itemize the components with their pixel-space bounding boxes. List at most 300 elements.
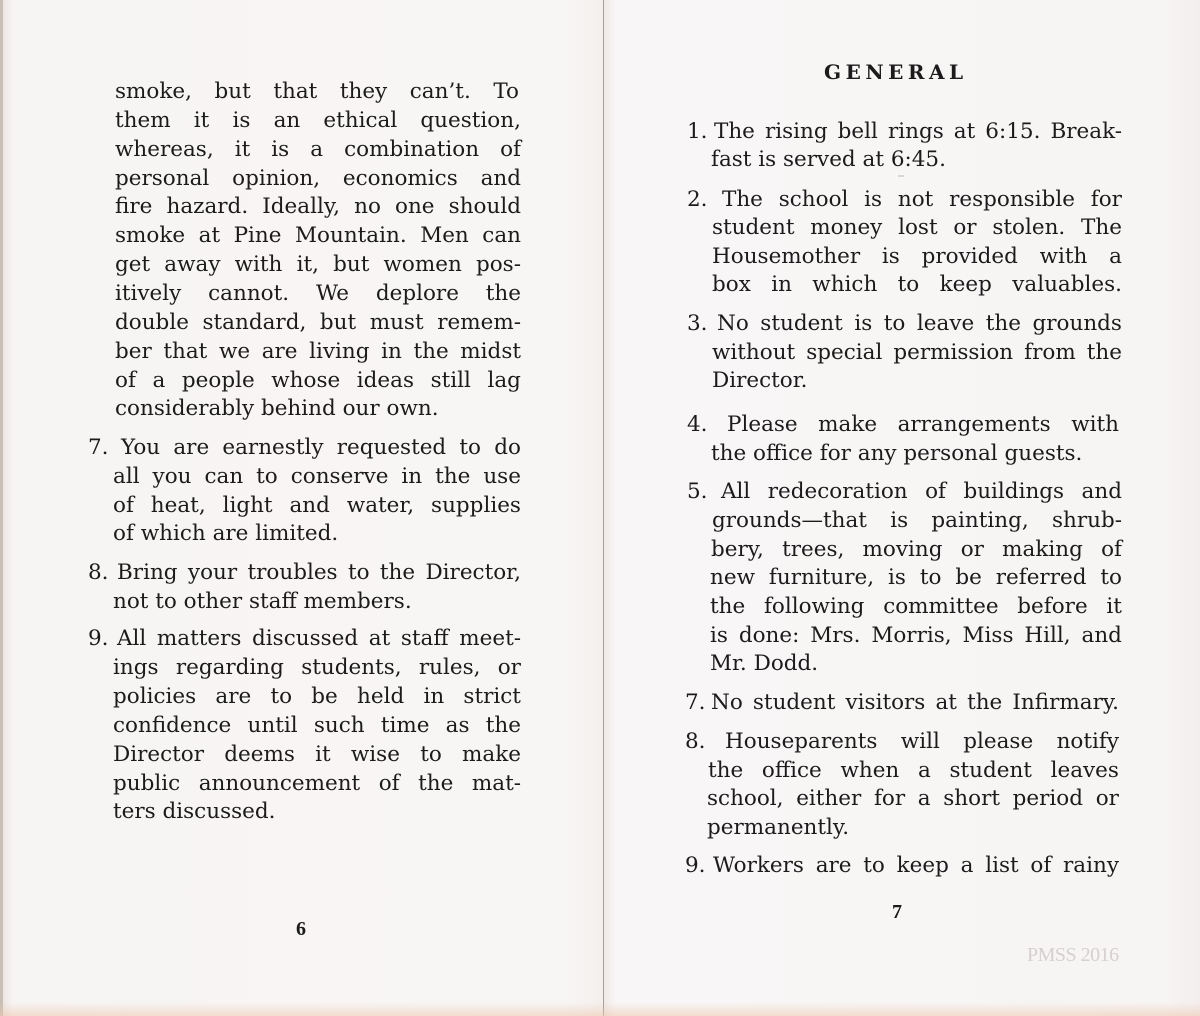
word: the	[418, 771, 454, 796]
text-line	[115, 279, 521, 308]
word: keep	[896, 853, 949, 878]
text-line: ters discussed.	[113, 799, 276, 824]
word: make	[462, 742, 521, 767]
item-number: 7.	[88, 435, 109, 460]
word: responsible	[949, 187, 1075, 212]
text-line	[722, 185, 1122, 214]
text-line: of which are limited.	[113, 521, 339, 546]
word: living	[309, 339, 370, 364]
word: is	[864, 187, 883, 212]
word: can	[204, 464, 244, 489]
text-line	[725, 727, 1119, 756]
text-line	[113, 462, 521, 491]
word: can’t.	[409, 79, 471, 104]
word: meet-	[459, 626, 521, 651]
word: box	[712, 272, 751, 297]
text-line	[714, 117, 1122, 146]
text-line: considerably behind our own.	[115, 396, 439, 421]
word: period	[1012, 786, 1084, 811]
word: and	[1081, 623, 1122, 648]
text-line	[115, 192, 521, 221]
word: No	[711, 690, 743, 715]
word: of	[115, 368, 136, 393]
word: to	[459, 435, 482, 460]
word: referred	[995, 565, 1087, 590]
word: special	[806, 340, 883, 365]
text-line	[711, 535, 1122, 564]
text-line: not to other staff members.	[113, 589, 412, 614]
word: from	[1024, 340, 1076, 365]
word: away	[164, 252, 221, 277]
word: double	[115, 310, 189, 335]
page-gutter	[603, 0, 604, 1016]
word: Bring	[117, 560, 178, 585]
text-line	[708, 756, 1119, 785]
word: To	[493, 79, 519, 104]
word: Break-	[1050, 119, 1122, 144]
word: stolen.	[992, 215, 1066, 240]
word: a	[917, 758, 931, 783]
word: pos-	[475, 252, 521, 277]
word: grounds	[1032, 311, 1122, 336]
page-number-right: 7	[892, 901, 902, 923]
word: moving	[862, 537, 943, 562]
text-line	[113, 653, 521, 682]
word: a	[1109, 244, 1122, 269]
word: are	[215, 684, 252, 709]
text-line	[710, 592, 1122, 621]
word: rainy	[1063, 853, 1119, 878]
word: is	[887, 565, 906, 590]
text-line	[712, 270, 1122, 299]
word: Infirmary.	[1012, 690, 1119, 715]
text-line	[115, 135, 521, 164]
word: are	[815, 853, 852, 878]
word: is	[232, 108, 251, 133]
word: and	[289, 493, 330, 518]
word: Hill,	[1024, 623, 1071, 648]
word: people	[181, 368, 255, 393]
word: not	[897, 187, 934, 212]
word: visitors	[845, 690, 926, 715]
word: leaves	[1050, 758, 1119, 783]
word: it,	[296, 252, 319, 277]
word: cannot.	[208, 281, 290, 306]
text-line	[113, 711, 521, 740]
word: and	[1081, 479, 1122, 504]
page-number-left: 6	[296, 918, 306, 940]
word: economics	[342, 166, 458, 191]
text-line	[115, 366, 521, 395]
word: Men	[420, 223, 469, 248]
text-line	[721, 477, 1122, 506]
word: the	[379, 560, 416, 585]
word: whereas,	[115, 137, 214, 162]
text-line	[113, 769, 521, 798]
word: keep	[939, 272, 992, 297]
word: with	[234, 252, 283, 277]
text-line	[117, 558, 521, 587]
word: money	[810, 215, 883, 240]
section-heading: GENERAL	[824, 60, 968, 84]
item-number: 2.	[687, 187, 708, 212]
word: The	[722, 187, 763, 212]
text-line	[712, 506, 1122, 535]
word: Director,	[425, 560, 521, 585]
word: or	[497, 655, 521, 680]
word: it	[315, 742, 331, 767]
word: or	[1095, 786, 1119, 811]
word: lost	[898, 215, 938, 240]
word: but	[333, 252, 370, 277]
word: it	[234, 137, 251, 162]
word: that	[273, 79, 318, 104]
word: grounds—that	[712, 508, 867, 533]
item-number: 9.	[685, 853, 706, 878]
word: We	[315, 281, 350, 306]
word: is	[881, 244, 900, 269]
word: can	[482, 223, 521, 248]
word: the	[1086, 340, 1122, 365]
word: itively	[115, 281, 182, 306]
word: confidence	[113, 713, 232, 738]
text-line	[710, 563, 1122, 592]
word: to	[1100, 565, 1122, 590]
word: Director	[113, 742, 205, 767]
word: bery,	[711, 537, 764, 562]
word: is	[710, 623, 728, 648]
word: and	[480, 166, 521, 191]
word: Morris,	[871, 623, 952, 648]
word: student	[949, 758, 1032, 783]
word: whose	[271, 368, 341, 393]
text-line	[115, 77, 519, 106]
word: bell	[837, 119, 878, 144]
word: valuables.	[1012, 272, 1122, 297]
word: the	[967, 690, 1003, 715]
word: but	[319, 310, 357, 335]
word: rings	[887, 119, 944, 144]
word: with	[1071, 412, 1119, 437]
word: arrangements	[897, 412, 1051, 437]
word: is	[854, 311, 873, 336]
text-line	[707, 784, 1119, 813]
word: buildings	[963, 479, 1065, 504]
word: women	[383, 252, 462, 277]
word: at	[368, 626, 391, 651]
word: hazard.	[166, 194, 249, 219]
word: before	[1017, 594, 1088, 619]
word: use	[483, 464, 521, 489]
word: at	[953, 119, 976, 144]
word: a	[310, 137, 324, 162]
word: them	[115, 108, 171, 133]
paper-edge-tint	[0, 1002, 1200, 1016]
word: or	[960, 537, 984, 562]
word: the	[435, 464, 471, 489]
word: redecoration	[767, 479, 908, 504]
text-line	[115, 106, 521, 135]
word: please	[963, 729, 1034, 754]
word: should	[448, 194, 521, 219]
word: regarding	[175, 655, 284, 680]
word: question,	[420, 108, 521, 133]
word: to	[919, 565, 942, 590]
word: notify	[1056, 729, 1119, 754]
word: deems	[224, 742, 295, 767]
text-line	[117, 624, 521, 653]
word: ethical	[323, 108, 398, 133]
word: lag	[487, 368, 521, 393]
text-line	[713, 851, 1119, 880]
word: at	[198, 223, 221, 248]
word: wise	[350, 742, 400, 767]
word: heat,	[150, 493, 206, 518]
word: time	[380, 713, 430, 738]
word: when	[840, 758, 900, 783]
word: public	[113, 771, 181, 796]
item-number: 5.	[687, 479, 708, 504]
word: that	[163, 339, 208, 364]
word: short	[943, 786, 1001, 811]
item-number: 9.	[88, 626, 109, 651]
word: provided	[921, 244, 1018, 269]
word: school	[778, 187, 849, 212]
word: to	[897, 272, 920, 297]
item-number: 1.	[687, 119, 708, 144]
word: of	[500, 137, 521, 162]
text-line	[113, 682, 521, 711]
word: the	[710, 594, 746, 619]
word: smoke,	[115, 79, 192, 104]
word: The	[714, 119, 755, 144]
word: Pine	[233, 223, 282, 248]
word: earnestly	[222, 435, 324, 460]
word: held	[357, 684, 405, 709]
word: smoke	[115, 223, 186, 248]
word: students,	[301, 655, 402, 680]
word: in	[381, 339, 402, 364]
word: of	[1101, 537, 1122, 562]
text-line	[121, 433, 521, 462]
text-line	[711, 688, 1119, 717]
word: standard,	[202, 310, 307, 335]
word: an	[273, 108, 301, 133]
paper-speck	[898, 175, 904, 177]
item-number: 3.	[687, 311, 708, 336]
word: for	[873, 786, 906, 811]
text-line	[710, 621, 1122, 650]
word: the	[413, 339, 449, 364]
text-line: fast is served at 6:45.	[711, 147, 946, 172]
word: All	[117, 626, 147, 651]
word: it	[1106, 594, 1122, 619]
word: committee	[883, 594, 999, 619]
word: rising	[764, 119, 828, 144]
word: trees,	[782, 537, 845, 562]
word: light	[222, 493, 273, 518]
text-line: the office for any personal guests.	[711, 441, 1083, 466]
word: furniture,	[768, 565, 875, 590]
word: Ideally,	[262, 194, 340, 219]
word: ings	[113, 655, 159, 680]
word: shrub-	[1051, 508, 1122, 533]
word: is	[271, 137, 290, 162]
word: in	[423, 684, 445, 709]
word: No	[717, 311, 749, 336]
word: personal	[115, 166, 210, 191]
word: 6:15.	[985, 119, 1041, 144]
word: a	[917, 786, 931, 811]
word: done:	[738, 623, 800, 648]
word: it	[193, 108, 210, 133]
text-line: Mr. Dodd.	[710, 651, 819, 676]
word: the	[708, 758, 744, 783]
word: midst	[460, 339, 521, 364]
word: which	[812, 272, 878, 297]
word: to	[256, 464, 278, 489]
word: are	[261, 339, 298, 364]
word: deplore	[375, 281, 459, 306]
word: office	[761, 758, 822, 783]
word: remem-	[437, 310, 521, 335]
word: Housemother	[712, 244, 861, 269]
word: of	[1030, 853, 1052, 878]
item-number: 8.	[88, 560, 109, 585]
text-line	[113, 740, 521, 769]
word: Please	[727, 412, 798, 437]
text-line: permanently.	[707, 815, 850, 840]
text-line	[712, 338, 1122, 367]
word: do	[494, 435, 521, 460]
word: student	[712, 215, 795, 240]
word: be	[955, 565, 982, 590]
word: leave	[916, 311, 975, 336]
word: we	[218, 339, 251, 364]
word: or	[953, 215, 977, 240]
word: still	[430, 368, 471, 393]
word: your	[187, 560, 238, 585]
word: is	[890, 508, 909, 533]
word: all	[113, 464, 140, 489]
text-line: Director.	[712, 368, 808, 393]
word: Workers	[713, 853, 804, 878]
word: requested	[336, 435, 447, 460]
word: You	[121, 435, 161, 460]
word: in	[401, 464, 423, 489]
word: opinion,	[232, 166, 321, 191]
item-number: 7.	[685, 690, 706, 715]
word: Miss	[962, 623, 1014, 648]
word: water,	[346, 493, 415, 518]
word: in	[771, 272, 792, 297]
item-number: 8.	[685, 729, 706, 754]
word: ideas	[356, 368, 415, 393]
word: discussed	[252, 626, 359, 651]
text-line	[717, 309, 1122, 338]
word: painting,	[931, 508, 1029, 533]
word: until	[247, 713, 298, 738]
word: ber	[115, 339, 152, 364]
word: as	[445, 713, 470, 738]
word: Houseparents	[725, 729, 878, 754]
word: of	[113, 493, 134, 518]
text-line	[115, 164, 521, 193]
word: policies	[113, 684, 197, 709]
word: of	[925, 479, 946, 504]
word: are	[173, 435, 210, 460]
word: making	[1002, 537, 1083, 562]
word: of	[378, 771, 400, 796]
word: student	[760, 311, 843, 336]
word: such	[313, 713, 365, 738]
item-number: 4.	[687, 412, 708, 437]
word: troubles	[247, 560, 338, 585]
word: make	[818, 412, 878, 437]
word: staff	[400, 626, 449, 651]
word: to	[270, 684, 293, 709]
word: will	[900, 729, 940, 754]
word: to	[347, 560, 370, 585]
word: combination	[344, 137, 480, 162]
word: be	[311, 684, 338, 709]
word: the	[985, 311, 1021, 336]
word: school,	[707, 786, 784, 811]
word: either	[796, 786, 862, 811]
word: following	[763, 594, 865, 619]
word: Mrs.	[810, 623, 861, 648]
word: without	[712, 340, 796, 365]
word: permission	[893, 340, 1014, 365]
word: mat-	[471, 771, 521, 796]
word: you	[152, 464, 192, 489]
word: rules,	[418, 655, 481, 680]
word: with	[1039, 244, 1088, 269]
watermark: PMSS 2016	[1027, 944, 1119, 966]
word: strict	[463, 684, 521, 709]
word: student	[752, 690, 836, 715]
word: list	[985, 853, 1019, 878]
text-line	[712, 213, 1122, 242]
text-line	[115, 308, 521, 337]
word: the	[485, 713, 521, 738]
word: for	[1090, 187, 1122, 212]
word: to	[863, 853, 885, 878]
word: to	[883, 311, 906, 336]
word: must	[369, 310, 424, 335]
text-line	[115, 250, 521, 279]
word: no	[354, 194, 381, 219]
word: supplies	[431, 493, 521, 518]
text-line	[115, 337, 521, 366]
word: to	[420, 742, 442, 767]
word: they	[339, 79, 388, 104]
text-line	[115, 221, 521, 250]
word: get	[115, 252, 151, 277]
text-line	[727, 410, 1119, 439]
word: but	[214, 79, 251, 104]
word: Mountain.	[295, 223, 407, 248]
word: a	[960, 853, 974, 878]
word: All	[721, 479, 751, 504]
word: one	[395, 194, 435, 219]
text-line	[712, 242, 1122, 271]
word: The	[1081, 215, 1122, 240]
word: fire	[115, 194, 153, 219]
word: conserve	[290, 464, 389, 489]
word: the	[485, 281, 521, 306]
word: a	[152, 368, 166, 393]
